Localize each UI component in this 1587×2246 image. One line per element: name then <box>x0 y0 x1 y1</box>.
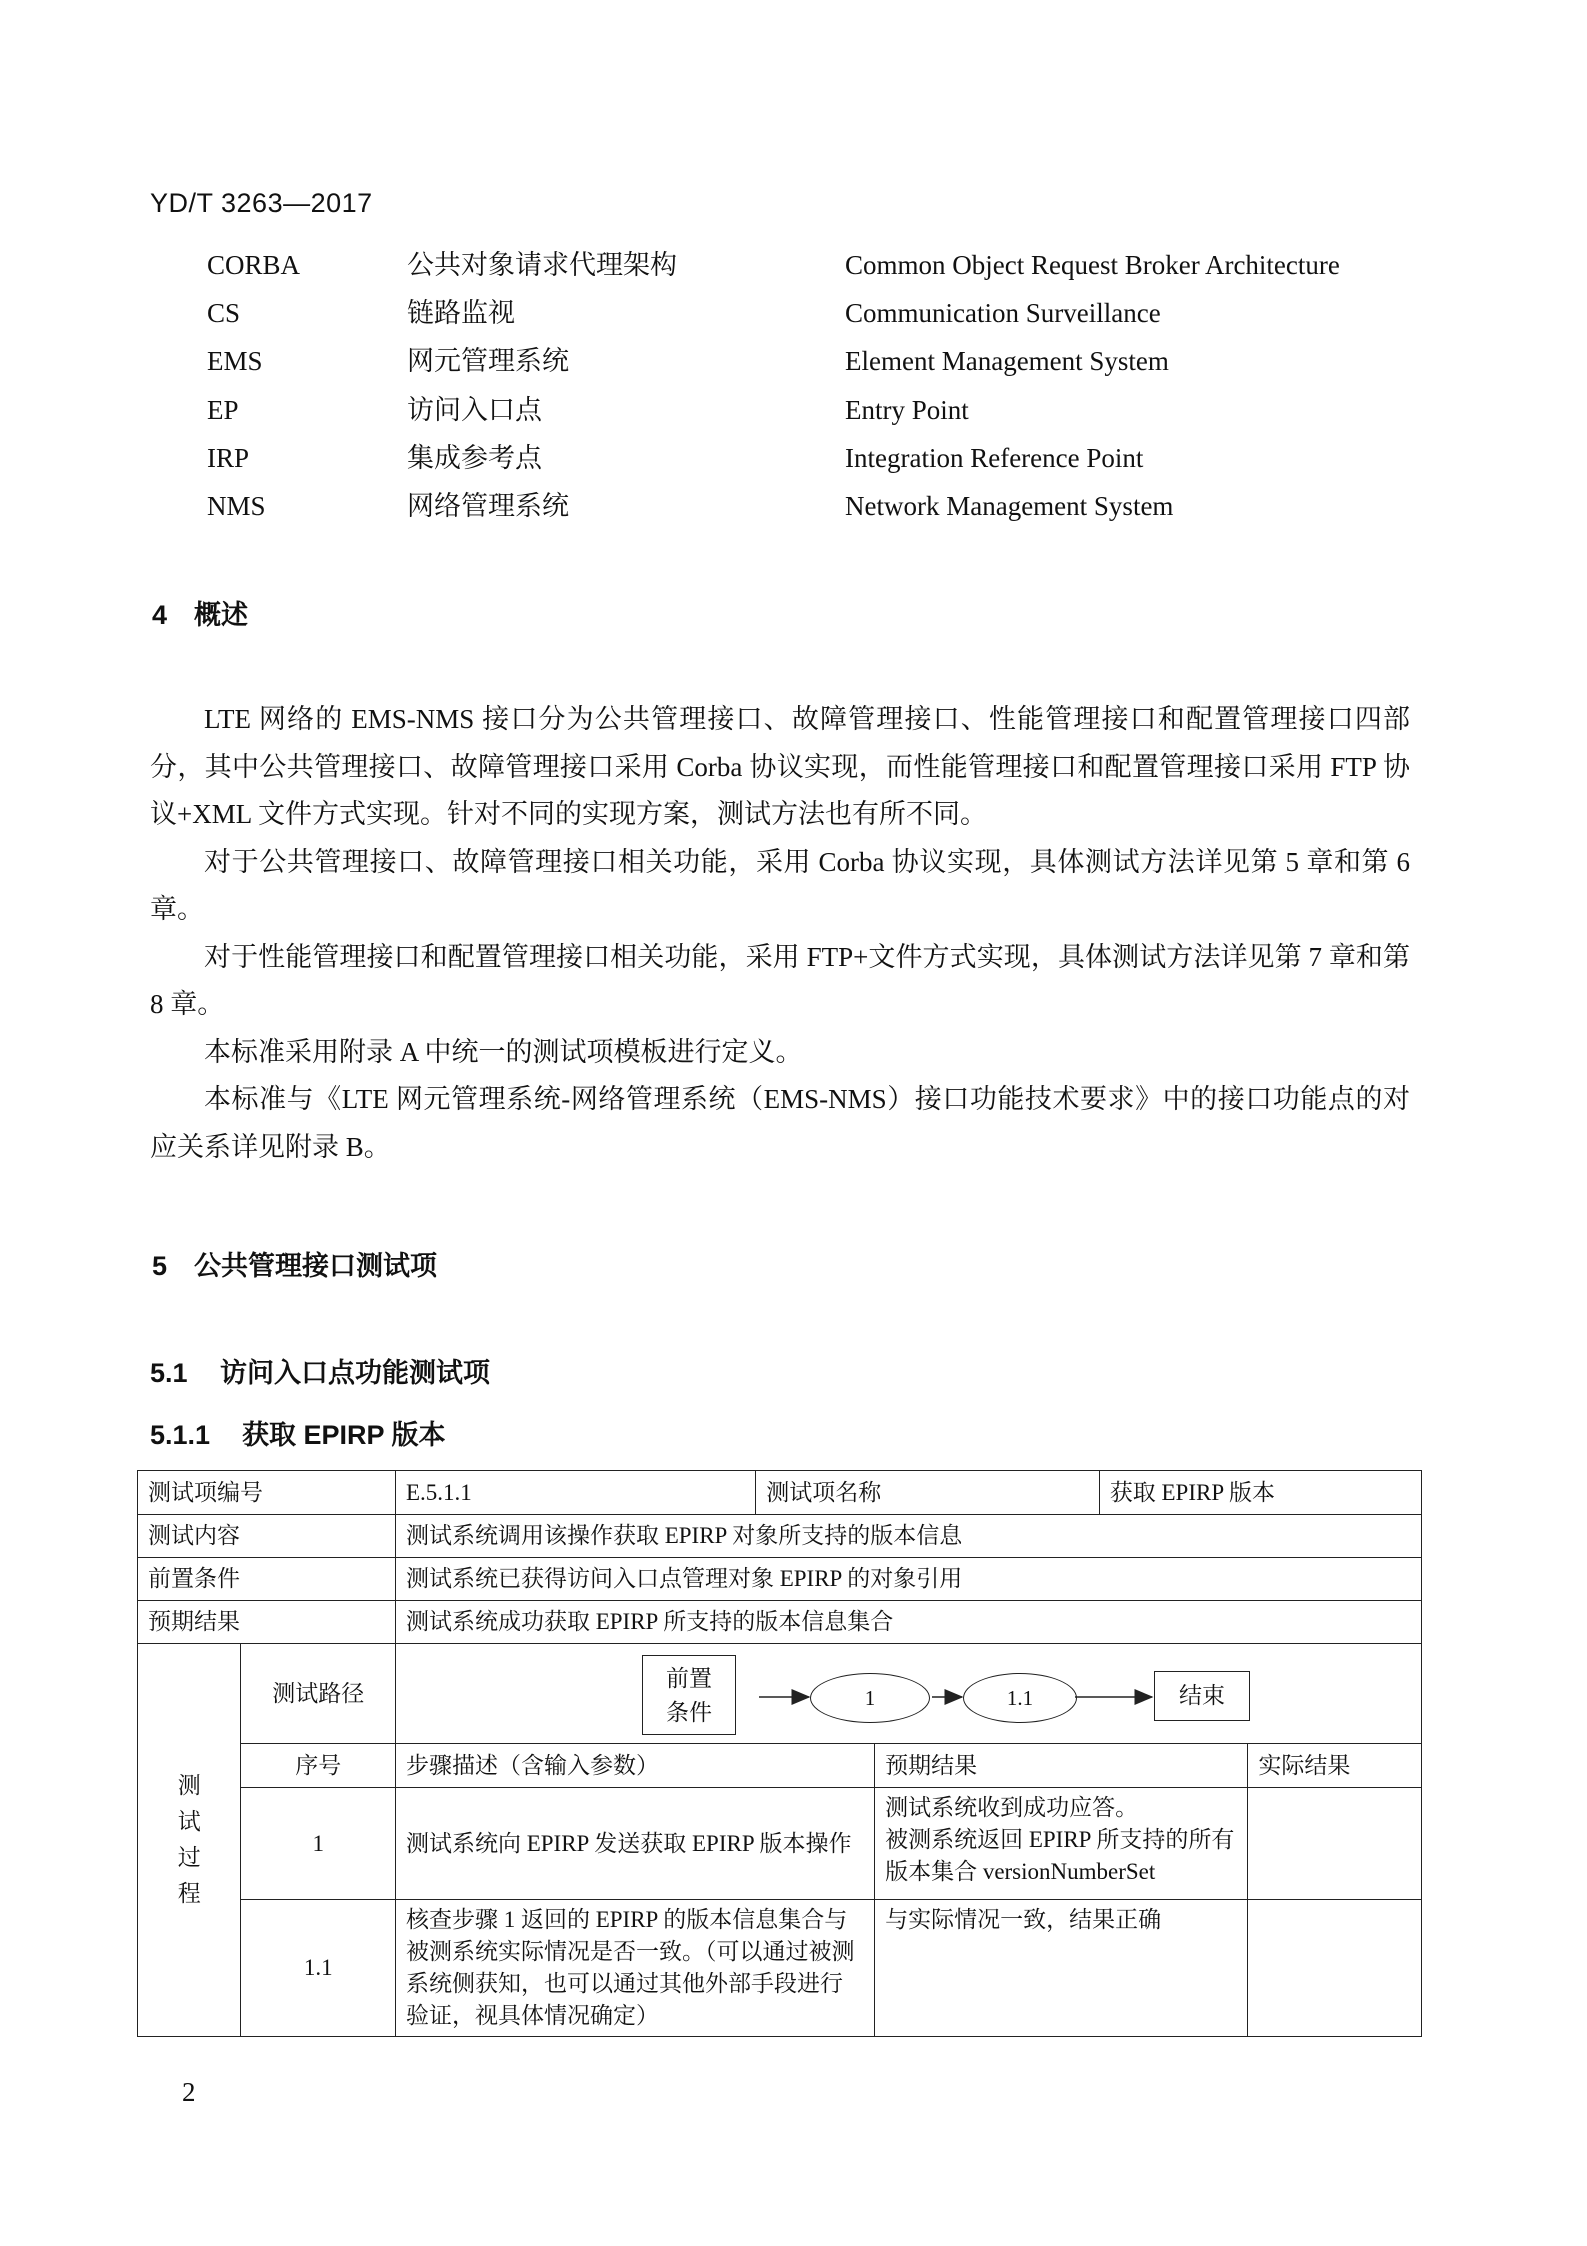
abbreviation-row <box>207 344 1407 392</box>
abbreviation-row <box>207 393 1407 441</box>
step-desc: 测试系统向 EPIRP 发送获取 EPIRP 版本操作 <box>395 1788 874 1900</box>
abbreviation-row <box>207 248 1407 296</box>
section-title: 访问入口点功能测试项 <box>220 1358 490 1388</box>
abbreviation: NMS <box>207 490 266 521</box>
paragraph: 本标准与《LTE 网元管理系统-网络管理系统（EMS-NMS）接口功能技术要求》中的接口功能点的对应关系详见附录 B。 <box>150 1084 1410 1162</box>
step-actual <box>1248 1788 1422 1900</box>
section-title: 获取 EPIRP 版本 <box>242 1420 446 1450</box>
label-cell: 测试项编号 <box>138 1471 396 1515</box>
abbreviation: IRP <box>207 442 250 473</box>
abbreviation-en: Communication Surveillance <box>845 298 1161 329</box>
section-number: 5 <box>152 1251 168 1281</box>
steps-header-actual: 实际结果 <box>1248 1744 1422 1788</box>
abbreviation: CORBA <box>207 250 301 280</box>
steps-header-desc: 步骤描述（含输入参数） <box>395 1744 874 1788</box>
process-label: 测试过程 <box>177 1773 201 1906</box>
label-cell: 测试内容 <box>138 1515 396 1558</box>
step-row <box>138 1900 1422 2037</box>
step-seq: 1.1 <box>241 1900 396 2037</box>
page-number: 2 <box>182 2077 196 2107</box>
abbreviation-en: Element Management System <box>845 346 1169 377</box>
abbreviation-en: Integration Reference Point <box>845 442 1144 473</box>
test-item-table <box>137 1470 1422 2037</box>
document-header-code: YD/T 3263—2017 <box>150 188 373 218</box>
table-row <box>138 1471 1422 1515</box>
table-row <box>138 1558 1422 1601</box>
abbreviation-list <box>207 248 1407 537</box>
step-expected: 与实际情况一致，结果正确 <box>875 1900 1248 2037</box>
value-cell: 获取 EPIRP 版本 <box>1099 1471 1421 1515</box>
abbreviation-en: Network Management System <box>845 490 1174 521</box>
steps-header-seq: 序号 <box>241 1744 396 1788</box>
steps-header-expected: 预期结果 <box>875 1744 1248 1788</box>
section-4-heading <box>152 593 248 632</box>
paragraph: LTE 网络的 EMS-NMS 接口分为公共管理接口、故障管理接口、性能管理接口和配置管理接口四部分，其中公共管理接口、故障管理接口采用 Corba 协议实现，而性能管理接口和配置管理接口采用 FTP 协议+XML 文件方式实现。针对不同的实现方案，测试方法也有所不同。 <box>150 704 1410 829</box>
abbreviation: EMS <box>207 346 263 377</box>
abbreviation-zh: 公共对象请求代理架构 <box>407 250 677 280</box>
label-cell: 测试项名称 <box>756 1471 1100 1515</box>
abbreviation-zh: 网络管理系统 <box>407 490 569 521</box>
label-cell: 前置条件 <box>138 1558 396 1601</box>
flow-start-box <box>642 1655 736 1735</box>
paragraph: 本标准采用附录 A 中统一的测试项模板进行定义。 <box>204 1036 803 1067</box>
value-cell: 测试系统调用该操作获取 EPIRP 对象所支持的版本信息 <box>395 1515 1421 1558</box>
flow-cell <box>395 1644 1421 1744</box>
abbreviation-row <box>207 489 1407 537</box>
section-title: 概述 <box>194 600 248 630</box>
abbreviation-en: Common Object Request Broker Architecture <box>845 250 1340 280</box>
flow-start-label: 前置条件 <box>665 1665 712 1725</box>
step-row <box>138 1788 1422 1900</box>
table-row <box>138 1744 1422 1788</box>
step-seq: 1 <box>241 1788 396 1900</box>
section-5-1-1-heading <box>150 1413 446 1452</box>
table-row <box>138 1644 1422 1744</box>
abbreviation-zh: 集成参考点 <box>407 442 542 473</box>
step-actual <box>1248 1900 1422 2037</box>
flow-node-1-1: 1.1 <box>963 1673 1077 1723</box>
section-number: 5.1 <box>150 1358 188 1388</box>
abbreviation-en: Entry Point <box>845 394 969 425</box>
paragraph: 对于公共管理接口、故障管理接口相关功能，采用 Corba 协议实现，具体测试方法详见第 5 章和第 6 章。 <box>150 846 1410 924</box>
abbreviation-zh: 网元管理系统 <box>407 346 569 377</box>
flow-end-box: 结束 <box>1154 1671 1250 1721</box>
abbreviation: CS <box>207 298 241 329</box>
process-label-cell <box>138 1644 241 2037</box>
section-5-heading <box>152 1244 437 1283</box>
section-number: 4 <box>152 600 168 630</box>
abbreviation-zh: 链路监视 <box>407 298 515 329</box>
table-row <box>138 1515 1422 1558</box>
value-cell: 测试系统成功获取 EPIRP 所支持的版本信息集合 <box>395 1601 1421 1644</box>
flow-node-1: 1 <box>810 1673 930 1723</box>
abbreviation-row <box>207 441 1407 489</box>
label-cell: 预期结果 <box>138 1601 396 1644</box>
value-cell: E.5.1.1 <box>395 1471 755 1515</box>
test-path-flow <box>396 1649 1421 1739</box>
step-expected: 测试系统收到成功应答。 被测系统返回 EPIRP 所支持的所有版本集合 versionNumberSet <box>875 1788 1248 1900</box>
path-label-cell: 测试路径 <box>241 1644 396 1744</box>
step-desc: 核查步骤 1 返回的 EPIRP 的版本信息集合与被测系统实际情况是否一致。（可以通过被测系统侧获知，也可以通过其他外部手段进行验证，视具体情况确定） <box>395 1900 874 2037</box>
value-cell: 测试系统已获得访问入口点管理对象 EPIRP 的对象引用 <box>395 1558 1421 1601</box>
section-5-1-heading <box>150 1351 490 1390</box>
abbreviation-zh: 访问入口点 <box>407 394 542 425</box>
abbreviation: EP <box>207 394 239 425</box>
paragraph: 对于性能管理接口和配置管理接口相关功能，采用 FTP+文件方式实现，具体测试方法详见第 7 章和第 8 章。 <box>150 941 1410 1019</box>
section-title: 公共管理接口测试项 <box>194 1251 437 1281</box>
table-row <box>138 1601 1422 1644</box>
section-4-body <box>150 696 1410 1171</box>
section-number: 5.1.1 <box>150 1420 211 1450</box>
abbreviation-row <box>207 296 1407 344</box>
